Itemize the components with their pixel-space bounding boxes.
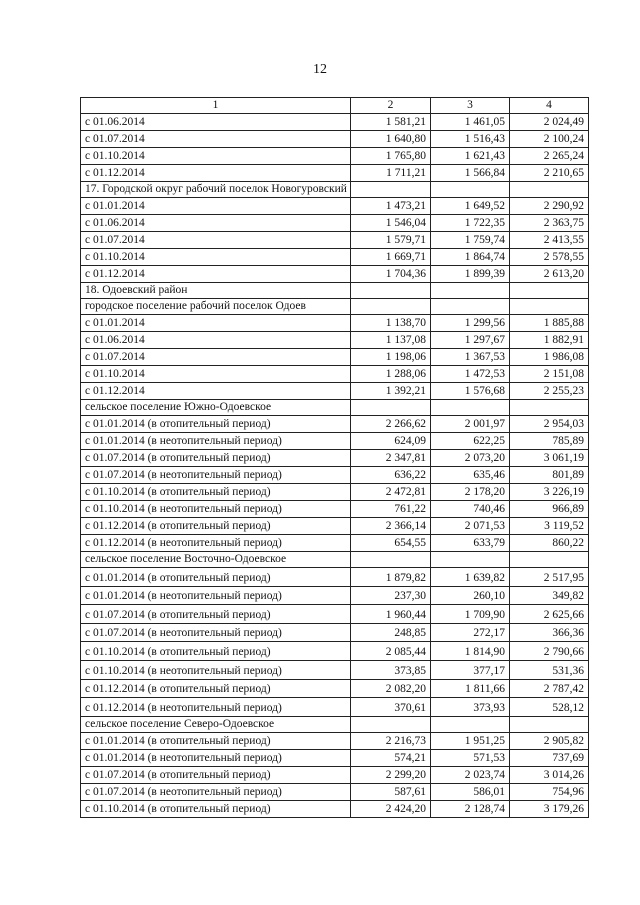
table-row (81, 215, 589, 232)
value-col-4: 2 265,24 (510, 148, 589, 165)
table-row (81, 660, 589, 679)
column-header-1: 1 (81, 98, 351, 114)
table-row (81, 131, 589, 148)
value-col-3: 1 814,90 (431, 642, 510, 661)
section-row (81, 283, 589, 299)
section-label: городское поселение рабочий поселок Одоев (81, 299, 351, 315)
empty-cell (351, 182, 431, 198)
value-col-3: 1 576,68 (431, 383, 510, 400)
value-col-2: 1 669,71 (351, 249, 431, 266)
value-col-4: 860,22 (510, 535, 589, 552)
table-row (81, 198, 589, 215)
value-col-3: 2 178,20 (431, 484, 510, 501)
date-label: с 01.10.2014 (в отопительный период) (81, 642, 351, 661)
value-col-4: 366,36 (510, 623, 589, 642)
table-row (81, 349, 589, 366)
value-col-2: 1 473,21 (351, 198, 431, 215)
value-col-3: 740,46 (431, 501, 510, 518)
value-col-3: 272,17 (431, 623, 510, 642)
table-row (81, 450, 589, 467)
value-col-3: 2 023,74 (431, 766, 510, 783)
table-row (81, 332, 589, 349)
date-label: с 01.12.2014 (в неотопительный период) (81, 535, 351, 552)
value-col-3: 1 461,05 (431, 114, 510, 131)
value-col-3: 1 649,52 (431, 198, 510, 215)
value-col-3: 1 297,67 (431, 332, 510, 349)
value-col-2: 1 546,04 (351, 215, 431, 232)
table-row (81, 165, 589, 182)
value-col-4: 801,89 (510, 467, 589, 484)
column-header-2: 2 (351, 98, 431, 114)
value-col-4: 2 790,66 (510, 642, 589, 661)
value-col-3: 1 864,74 (431, 249, 510, 266)
value-col-4: 3 061,19 (510, 450, 589, 467)
value-col-3: 2 128,74 (431, 800, 510, 817)
table-row (81, 623, 589, 642)
table-row (81, 749, 589, 766)
value-col-3: 2 001,97 (431, 416, 510, 433)
value-col-4: 2 024,49 (510, 114, 589, 131)
section-label: сельское поселение Восточно-Одоевское (81, 552, 351, 568)
value-col-3: 633,79 (431, 535, 510, 552)
table-row (81, 266, 589, 283)
table-header (81, 98, 589, 114)
value-col-2: 2 216,73 (351, 732, 431, 749)
date-label: с 01.12.2014 (в неотопительный период) (81, 698, 351, 717)
date-label: с 01.06.2014 (81, 114, 351, 131)
date-label: с 01.12.2014 (81, 165, 351, 182)
table-row (81, 366, 589, 383)
empty-cell (431, 283, 510, 299)
value-col-3: 1 709,90 (431, 605, 510, 624)
value-col-3: 2 071,53 (431, 518, 510, 535)
table-row (81, 783, 589, 800)
date-label: с 01.01.2014 (в неотопительный период) (81, 586, 351, 605)
value-col-2: 1 711,21 (351, 165, 431, 182)
value-col-2: 1 765,80 (351, 148, 431, 165)
value-col-3: 622,25 (431, 433, 510, 450)
table-row (81, 148, 589, 165)
value-col-3: 1 811,66 (431, 679, 510, 698)
table-row (81, 586, 589, 605)
value-col-4: 2 787,42 (510, 679, 589, 698)
date-label: с 01.07.2014 (в отопительный период) (81, 450, 351, 467)
table-row (81, 501, 589, 518)
date-label: с 01.10.2014 (81, 249, 351, 266)
table-row (81, 518, 589, 535)
value-col-2: 2 347,81 (351, 450, 431, 467)
value-col-4: 737,69 (510, 749, 589, 766)
value-col-2: 761,22 (351, 501, 431, 518)
value-col-4: 2 578,55 (510, 249, 589, 266)
value-col-2: 237,30 (351, 586, 431, 605)
date-label: с 01.12.2014 (81, 266, 351, 283)
table-row (81, 535, 589, 552)
date-label: с 01.01.2014 (в отопительный период) (81, 732, 351, 749)
value-col-4: 2 517,95 (510, 568, 589, 587)
value-col-3: 1 759,74 (431, 232, 510, 249)
value-col-3: 1 951,25 (431, 732, 510, 749)
value-col-3: 586,01 (431, 783, 510, 800)
section-row (81, 299, 589, 315)
table-row (81, 416, 589, 433)
value-col-4: 1 986,08 (510, 349, 589, 366)
date-label: с 01.10.2014 (в отопительный период) (81, 800, 351, 817)
value-col-4: 2 613,20 (510, 266, 589, 283)
value-col-2: 248,85 (351, 623, 431, 642)
value-col-4: 349,82 (510, 586, 589, 605)
value-col-2: 624,09 (351, 433, 431, 450)
date-label: с 01.01.2014 (81, 198, 351, 215)
value-col-4: 2 290,92 (510, 198, 589, 215)
value-col-4: 2 210,65 (510, 165, 589, 182)
value-col-3: 260,10 (431, 586, 510, 605)
table-row (81, 467, 589, 484)
section-row (81, 552, 589, 568)
empty-cell (431, 716, 510, 732)
section-label: сельское поселение Южно-Одоевское (81, 400, 351, 416)
value-col-4: 2 625,66 (510, 605, 589, 624)
date-label: с 01.01.2014 (в отопительный период) (81, 568, 351, 587)
date-label: с 01.07.2014 (81, 349, 351, 366)
section-label: сельское поселение Северо-Одоевское (81, 716, 351, 732)
value-col-2: 654,55 (351, 535, 431, 552)
value-col-3: 635,46 (431, 467, 510, 484)
empty-cell (351, 283, 431, 299)
date-label: с 01.07.2014 (81, 232, 351, 249)
empty-cell (431, 182, 510, 198)
value-col-2: 370,61 (351, 698, 431, 717)
value-col-4: 785,89 (510, 433, 589, 450)
table-row (81, 484, 589, 501)
value-col-2: 1 288,06 (351, 366, 431, 383)
date-label: с 01.10.2014 (в отопительный период) (81, 484, 351, 501)
empty-cell (510, 299, 589, 315)
empty-cell (431, 400, 510, 416)
date-label: с 01.07.2014 (в отопительный период) (81, 766, 351, 783)
value-col-3: 571,53 (431, 749, 510, 766)
table-row (81, 315, 589, 332)
value-col-3: 2 073,20 (431, 450, 510, 467)
value-col-4: 2 905,82 (510, 732, 589, 749)
value-col-2: 1 198,06 (351, 349, 431, 366)
value-col-2: 1 581,21 (351, 114, 431, 131)
table-body (81, 114, 589, 818)
value-col-4: 3 119,52 (510, 518, 589, 535)
date-label: с 01.07.2014 (в неотопительный период) (81, 783, 351, 800)
value-col-3: 1 621,43 (431, 148, 510, 165)
value-col-4: 1 885,88 (510, 315, 589, 332)
date-label: с 01.06.2014 (81, 332, 351, 349)
value-col-2: 2 266,62 (351, 416, 431, 433)
date-label: с 01.10.2014 (81, 148, 351, 165)
value-col-4: 2 413,55 (510, 232, 589, 249)
table-row (81, 800, 589, 817)
page-number: 12 (313, 62, 327, 77)
value-col-2: 2 366,14 (351, 518, 431, 535)
value-col-2: 1 879,82 (351, 568, 431, 587)
table-row (81, 698, 589, 717)
date-label: с 01.01.2014 (в отопительный период) (81, 416, 351, 433)
table-row (81, 732, 589, 749)
table-row (81, 433, 589, 450)
date-label: с 01.01.2014 (в неотопительный период) (81, 749, 351, 766)
value-col-4: 3 226,19 (510, 484, 589, 501)
date-label: с 01.07.2014 (в неотопительный период) (81, 623, 351, 642)
value-col-4: 3 014,26 (510, 766, 589, 783)
value-col-4: 2 954,03 (510, 416, 589, 433)
value-col-2: 1 392,21 (351, 383, 431, 400)
value-col-2: 574,21 (351, 749, 431, 766)
value-col-3: 1 566,84 (431, 165, 510, 182)
empty-cell (431, 299, 510, 315)
date-label: с 01.01.2014 (81, 315, 351, 332)
value-col-4: 531,36 (510, 660, 589, 679)
tariff-table (80, 97, 589, 818)
table-row (81, 383, 589, 400)
empty-cell (510, 182, 589, 198)
date-label: с 01.10.2014 (в неотопительный период) (81, 660, 351, 679)
section-row (81, 716, 589, 732)
section-row (81, 182, 589, 198)
section-label: 17. Городской округ рабочий поселок Новогуровский (81, 182, 351, 198)
date-label: с 01.10.2014 (81, 366, 351, 383)
value-col-2: 2 299,20 (351, 766, 431, 783)
value-col-2: 636,22 (351, 467, 431, 484)
table-row (81, 232, 589, 249)
value-col-3: 1 299,56 (431, 315, 510, 332)
empty-cell (351, 400, 431, 416)
empty-cell (431, 552, 510, 568)
value-col-3: 377,17 (431, 660, 510, 679)
empty-cell (351, 552, 431, 568)
date-label: с 01.07.2014 (в отопительный период) (81, 605, 351, 624)
value-col-3: 1 472,53 (431, 366, 510, 383)
table-row (81, 114, 589, 131)
empty-cell (351, 299, 431, 315)
value-col-3: 1 639,82 (431, 568, 510, 587)
empty-cell (510, 552, 589, 568)
date-label: с 01.07.2014 (в неотопительный период) (81, 467, 351, 484)
table-row (81, 568, 589, 587)
section-row (81, 400, 589, 416)
value-col-4: 3 179,26 (510, 800, 589, 817)
table-row (81, 642, 589, 661)
date-label: с 01.12.2014 (в отопительный период) (81, 679, 351, 698)
value-col-4: 966,89 (510, 501, 589, 518)
value-col-3: 1 899,39 (431, 266, 510, 283)
empty-cell (510, 400, 589, 416)
value-col-2: 587,61 (351, 783, 431, 800)
value-col-2: 1 704,36 (351, 266, 431, 283)
value-col-2: 2 472,81 (351, 484, 431, 501)
date-label: с 01.12.2014 (в отопительный период) (81, 518, 351, 535)
date-label: с 01.07.2014 (81, 131, 351, 148)
value-col-4: 2 363,75 (510, 215, 589, 232)
value-col-4: 2 100,24 (510, 131, 589, 148)
value-col-2: 1 138,70 (351, 315, 431, 332)
empty-cell (510, 716, 589, 732)
value-col-4: 2 151,08 (510, 366, 589, 383)
column-header-3: 3 (431, 98, 510, 114)
value-col-4: 1 882,91 (510, 332, 589, 349)
table-row (81, 766, 589, 783)
value-col-3: 1 367,53 (431, 349, 510, 366)
value-col-2: 373,85 (351, 660, 431, 679)
value-col-3: 1 516,43 (431, 131, 510, 148)
column-header-4: 4 (510, 98, 589, 114)
date-label: с 01.06.2014 (81, 215, 351, 232)
value-col-2: 1 960,44 (351, 605, 431, 624)
table-row (81, 679, 589, 698)
date-label: с 01.12.2014 (81, 383, 351, 400)
value-col-2: 1 579,71 (351, 232, 431, 249)
value-col-4: 528,12 (510, 698, 589, 717)
value-col-3: 373,93 (431, 698, 510, 717)
value-col-2: 2 424,20 (351, 800, 431, 817)
value-col-2: 2 085,44 (351, 642, 431, 661)
value-col-3: 1 722,35 (431, 215, 510, 232)
value-col-2: 2 082,20 (351, 679, 431, 698)
value-col-4: 2 255,23 (510, 383, 589, 400)
empty-cell (351, 716, 431, 732)
date-label: с 01.10.2014 (в неотопительный период) (81, 501, 351, 518)
section-label: 18. Одоевский район (81, 283, 351, 299)
value-col-2: 1 640,80 (351, 131, 431, 148)
value-col-4: 754,96 (510, 783, 589, 800)
date-label: с 01.01.2014 (в неотопительный период) (81, 433, 351, 450)
table-row (81, 605, 589, 624)
value-col-2: 1 137,08 (351, 332, 431, 349)
table-row (81, 249, 589, 266)
empty-cell (510, 283, 589, 299)
